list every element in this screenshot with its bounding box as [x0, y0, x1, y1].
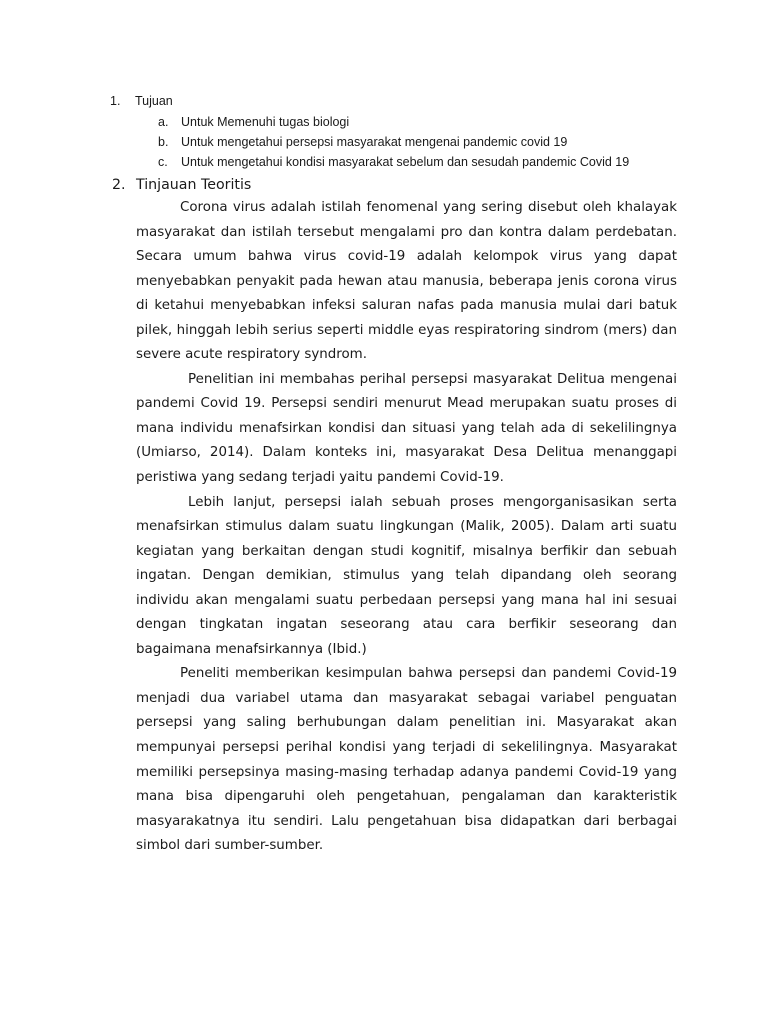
paragraph: Peneliti memberikan kesimpulan bahwa persepsi dan pandemi Covid-19 menjadi dua variabel utama dan masyarakat sebagai variabel penguatan persepsi yang saling berhubungan dalam penelitian ini. Masyarakat akan mempunyai persepsi perihal kondisi yang terjadi di sekelilingnya. Masyarakat memiliki persepsinya masing-masing terhadap adanya pandemi Covid-19 yang mana bisa dipengaruhi oleh pengetahuan, pengalaman dan karakteristik masyarakatnya itu sendiri. Lalu pengetahuan bisa didapatkan dari berbagai simbol dari sumber-sumber.	[136, 666, 677, 854]
paragraph: Corona virus adalah istilah fenomenal yang sering disebut oleh khalayak masyarakat dan istilah tersebut mengalami pro dan kontra dalam perdebatan. Secara umum bahwa virus covid-19 adalah kelompok virus yang dapat menyebabkan penyakit pada hewan atau manusia, beberapa jenis corona virus di ketahui menyebabkan infeksi saluran nafas pada manusia mulai dari batuk pilek, hinggah lebih serius seperti middle eyas respiratoring sindrom (mers) dan severe acute respiratory syndrom.	[136, 200, 677, 363]
list-item	[158, 152, 629, 172]
list-item	[158, 132, 629, 152]
objectives-list	[158, 112, 629, 172]
paragraph: Lebih lanjut, persepsi ialah sebuah proses mengorganisasikan serta menafsirkan stimulus dalam suatu lingkungan (Malik, 2005). Dalam arti suatu kegiatan yang berkaitan dengan studi kognitif, misalnya berfikir dan sebuah ingatan. Dengan demikian, stimulus yang telah dipandang oleh seorang individu akan mengalami suatu perbedaan persepsi yang mana hal ini sesuai dengan tingkatan ingatan seseorang atau cara berfikir seseorang dan bagaimana menafsirkannya (Ibid.)	[136, 494, 677, 657]
section-2-body	[136, 196, 677, 859]
section-1-title: Tujuan	[135, 94, 173, 108]
list-item	[158, 112, 629, 132]
list-item-text: Untuk mengetahui persepsi masyarakat mengenai pandemic covid 19	[181, 135, 568, 149]
section-1-heading	[110, 92, 173, 110]
section-1-number: 1.	[110, 94, 121, 108]
list-item-text: Untuk Memenuhi tugas biologi	[181, 115, 350, 129]
section-2-title: Tinjauan Teoritis	[136, 177, 252, 193]
list-marker: b.	[158, 135, 169, 149]
section-2-heading	[112, 174, 251, 196]
paragraph: Penelitian ini membahas perihal persepsi masyarakat Delitua mengenai pandemi Covid 19. Persepsi sendiri menurut Mead merupakan suatu proses di mana individu menafsirkan kondisi dan situasi yang telah ada di sekelilingnya (Umiarso, 2014). Dalam konteks ini, masyarakat Desa Delitua menanggapi peristiwa yang sedang terjadi yaitu pandemi Covid-19.	[136, 371, 677, 486]
list-item-text: Untuk mengetahui kondisi masyarakat sebelum dan sesudah pandemic Covid 19	[181, 155, 630, 169]
section-2-number: 2.	[112, 177, 126, 193]
list-marker: a.	[158, 115, 169, 129]
list-marker: c.	[158, 155, 168, 169]
